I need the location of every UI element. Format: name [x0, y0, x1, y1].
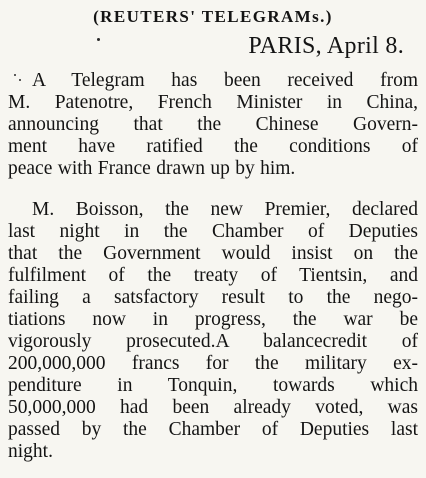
- ink-speck: [14, 74, 16, 76]
- paragraph-line: that the Government would insist on the: [8, 243, 418, 264]
- dateline: PARIS, April 8.: [248, 33, 404, 59]
- section-heading: (REUTERS' TELEGRAMs.): [93, 7, 333, 26]
- paragraph-line: penditure in Tonquin, towards which: [8, 375, 418, 396]
- paragraph-line: vigorously prosecuted.A balancecredit of: [8, 331, 418, 352]
- ink-speck: [97, 38, 100, 41]
- paragraph-line: peace with France drawn up by him.: [8, 158, 296, 179]
- paragraph-line: 200,000,000 francs for the military ex-: [8, 353, 418, 374]
- ink-speck: [19, 79, 21, 81]
- paragraph-1: [8, 70, 418, 180]
- paragraph-line: M. Patenotre, French Minister in China,: [8, 92, 418, 113]
- paragraph-line: passed by the Chamber of Deputies last: [8, 419, 418, 440]
- paragraph-line: ment have ratified the conditions of: [8, 136, 418, 157]
- paragraph-line: tiations now in progress, the war be: [8, 309, 418, 330]
- paragraph-line: fulfilment of the treaty of Tientsin, and: [8, 265, 418, 286]
- paragraph-line: failing a satsfactory result to the nego-: [8, 287, 418, 308]
- paragraph-line: night.: [8, 441, 53, 462]
- paragraph-line: announcing that the Chinese Govern-: [8, 114, 418, 135]
- paragraph-line: last night in the Chamber of Deputies: [8, 221, 418, 242]
- paragraph-2: [8, 199, 418, 463]
- paragraph-line: A Telegram has been received from: [32, 70, 418, 91]
- paragraph-line: 50,000,000 had been already voted, was: [8, 397, 418, 418]
- paragraph-line: M. Boisson, the new Premier, declared: [32, 199, 418, 220]
